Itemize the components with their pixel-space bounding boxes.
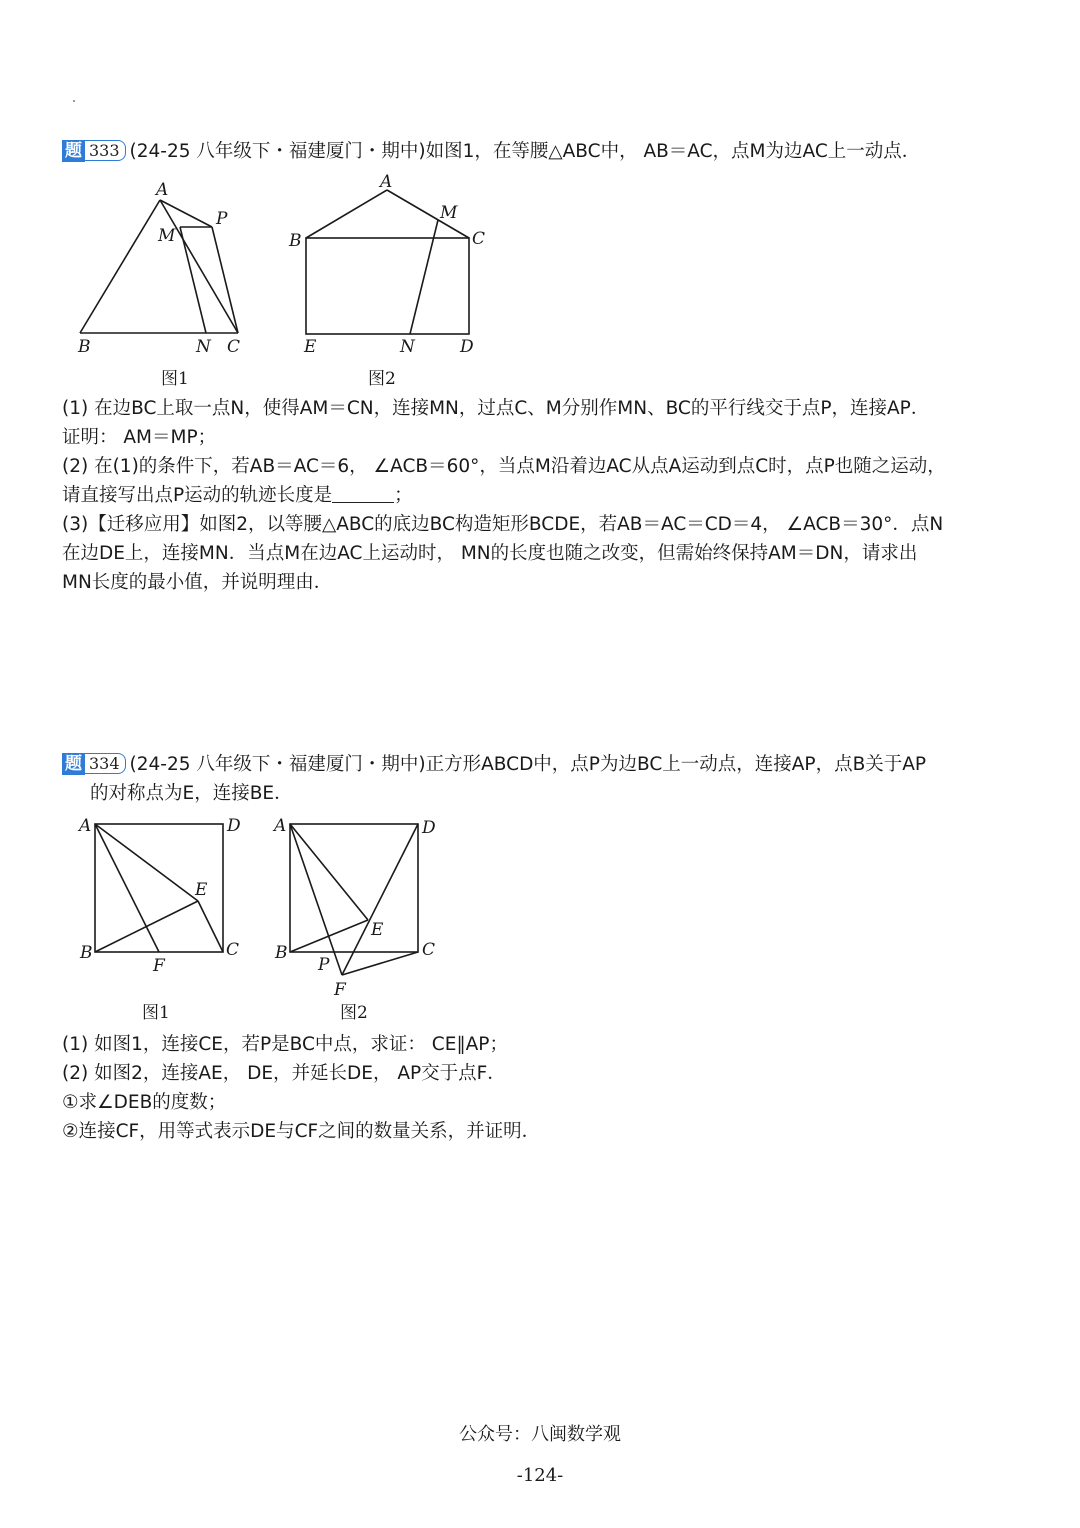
label-C: C [472,229,486,249]
rectangle-BCDE [306,238,469,334]
problem-334-header [62,750,1022,779]
label-P: P [216,209,228,229]
figure-caption: 图2 [368,369,396,389]
segment-MN [410,220,438,334]
segment-PC [212,227,238,333]
problem-tag: 题 [62,753,85,775]
page-number: -124- [516,1465,564,1486]
label-A: A [79,816,92,836]
problem-stem: 正方形ABCD中，点P为边BC上一动点，连接AP，点B关于AP [425,754,927,775]
question-3-line-3: MN长度的最小值，并说明理由． [62,572,333,593]
problem-333 [62,137,1022,166]
problem-stem: 如图1，在等腰△ABC中， AB＝AC，点M为边AC上一动点． [425,141,921,162]
label-M: M [440,203,458,223]
question-2-line-2 [62,481,1022,510]
label-C: C [227,337,241,357]
label-M: M [158,226,176,246]
label-B: B [289,231,302,251]
question-2-line-1: (2) 在(1)的条件下，若AB＝AC＝6， ∠ACB＝60°，当点M沿着边AC从点A运动到点C时，点P也随之运动， [62,456,946,477]
scan-speck [73,100,75,102]
figure-334-1 [75,812,255,1027]
figure-caption: 图1 [142,1003,170,1023]
figure-333-2 [285,168,500,390]
label-E: E [304,337,317,357]
wechat-account: 公众号：八闽数学观 [459,1424,621,1445]
label-N: N [196,337,211,357]
label-A: A [380,172,393,192]
problem-333-questions [62,394,1022,597]
figure-caption: 图1 [161,369,189,389]
segment-MN [180,227,206,333]
problem-number: 334 [85,753,126,774]
segment-EC [198,901,223,952]
question-1: (1) 如图1，连接CE，若P是BC中点，求证： CE∥AP； [62,1034,508,1055]
figure-334-2 [272,812,452,1027]
segment-CF [342,952,418,975]
problem-number: 333 [85,140,126,161]
problem-stem-continued: 的对称点为E，连接BE． [90,783,293,804]
question-1-line-2: 证明： AM＝MP； [62,427,217,448]
question-2-part-1: ①求∠DEB的度数； [62,1092,227,1113]
question-2: (2) 如图2，连接AE， DE，并延长DE， AP交于点F． [62,1063,506,1084]
label-E: E [371,920,384,940]
figure-caption: 图2 [340,1003,368,1023]
segment-AE [95,824,198,901]
answer-blank [332,484,394,503]
segment-AB [306,190,387,238]
segment-BE [95,901,198,952]
segment-AF [95,824,159,952]
square-ABCD [290,824,418,952]
problem-tag: 题 [62,140,85,162]
problem-334 [62,750,1022,808]
label-D: D [227,816,241,836]
label-B: B [80,943,93,963]
question-2-text: 请直接写出点P运动的轨迹长度是 [62,485,333,506]
figure-333-1 [70,175,260,390]
question-1-line-1: (1) 在边BC上取一点N，使得AM＝CN，连接MN，过点C、M分别作MN、BC的平行线交于点P，连接AP． [62,398,930,419]
label-B: B [78,337,91,357]
question-2-end: ； [394,485,413,506]
question-3-line-1: (3)【迁移应用】如图2，以等腰△ABC的底边BC构造矩形BCDE，若AB＝AC＝CD＝4， ∠ACB＝30°．点N [62,514,944,535]
segment-AE [290,824,368,920]
problem-source: (24-25 八年级下・福建厦门・期中) [129,141,426,162]
label-C: C [422,940,436,960]
label-P: P [318,955,330,975]
label-D: D [422,818,436,838]
label-F: F [334,980,346,1000]
problem-333-header [62,137,1022,166]
label-B: B [275,943,288,963]
problem-source: (24-25 八年级下・福建厦门・期中) [129,754,426,775]
label-A: A [156,180,169,200]
label-N: N [400,337,415,357]
question-2-part-2: ②连接CF，用等式表示DE与CF之间的数量关系，并证明． [62,1121,541,1142]
label-D: D [460,337,474,357]
label-E: E [195,880,208,900]
question-3-line-2: 在边DE上，连接MN．当点M在边AC上运动时， MN的长度也随之改变，但需始终保持AM＝DN，请求出 [62,543,918,564]
label-A: A [274,816,287,836]
label-C: C [226,940,240,960]
label-F: F [153,956,165,976]
problem-334-questions [62,1030,1022,1146]
segment-AB [80,200,160,333]
